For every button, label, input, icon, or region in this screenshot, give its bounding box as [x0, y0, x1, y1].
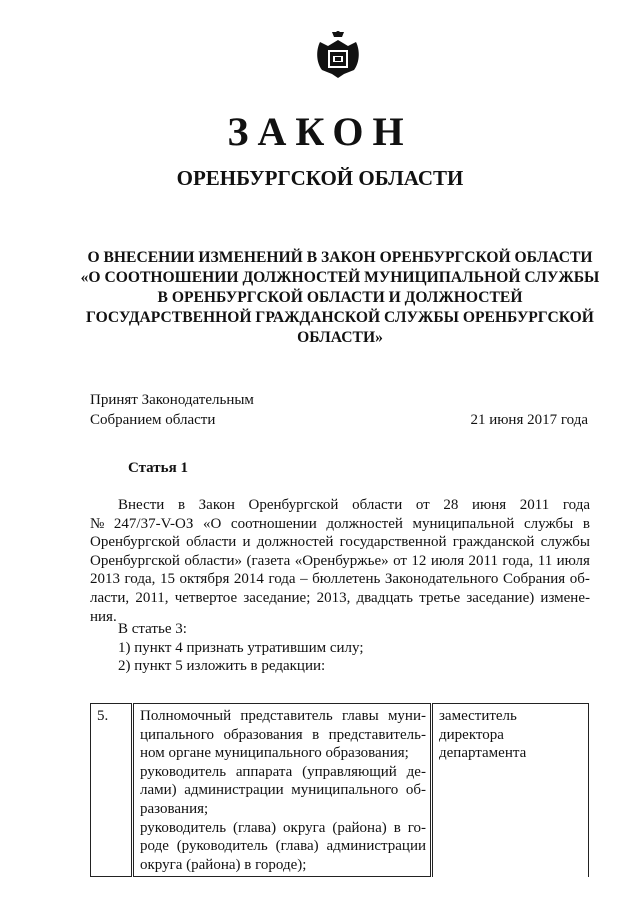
cell-line: департамента — [439, 745, 527, 762]
word: (глава) — [275, 838, 319, 855]
word: представитель- — [328, 726, 426, 743]
table-cell-positions — [133, 704, 432, 877]
word: области — [186, 534, 237, 551]
word: ния. — [90, 608, 117, 625]
word: муниципальной — [412, 515, 515, 532]
table-cell-equivalent — [432, 704, 589, 877]
word: заседание; — [243, 589, 311, 606]
adoption-line: Собранием области — [90, 412, 216, 428]
word: 2011, — [135, 589, 169, 606]
word: администрации — [184, 782, 284, 799]
word: 2011 — [519, 497, 550, 513]
law-title: ЗАКОН — [227, 109, 413, 154]
act-title — [80, 248, 600, 348]
word: округа — [283, 819, 326, 836]
word: должностей — [256, 534, 334, 551]
word: ном органе муниципального образования; — [140, 745, 409, 762]
word: должностей — [326, 515, 403, 532]
word: (района) — [332, 819, 387, 836]
word: года — [562, 497, 590, 513]
word: главы — [341, 708, 379, 724]
word: июля — [430, 552, 465, 569]
cell-line: заместитель директора — [439, 708, 517, 743]
word: ципального — [140, 726, 215, 743]
word: Собрания — [502, 571, 566, 588]
word: об- — [569, 571, 590, 588]
cell-line — [140, 763, 426, 782]
word: Внести — [118, 497, 165, 513]
word: заседание) — [466, 589, 535, 606]
word: (руководитель — [176, 838, 268, 855]
word: муниципального — [291, 782, 399, 799]
word: руководитель — [140, 763, 227, 780]
paragraph-line — [90, 533, 590, 552]
act-title-line: ОБЛАСТИ» — [297, 329, 383, 346]
word: октября — [179, 571, 230, 588]
word: июня — [471, 497, 507, 513]
word: 2013 — [90, 571, 120, 588]
word: в — [312, 726, 320, 743]
word: области» — [184, 552, 243, 569]
word: измене- — [540, 589, 590, 606]
cell-line — [140, 837, 426, 856]
article-paragraph — [90, 496, 590, 626]
word: № — [90, 515, 105, 532]
word: в — [582, 515, 590, 532]
word: в — [393, 819, 401, 836]
word: 28 — [443, 497, 459, 513]
act-title-line: В ОРЕНБУРГСКОЙ ОБЛАСТИ И ДОЛЖНОСТЕЙ — [157, 289, 523, 306]
word: июля — [556, 552, 590, 569]
word: (глава) — [233, 819, 277, 836]
table-cell-number: 5. — [91, 704, 133, 877]
cell-line — [140, 819, 426, 838]
word: от — [415, 497, 430, 513]
word: области — [352, 497, 403, 513]
word: Оренбургской — [90, 552, 180, 569]
word: 11 — [537, 552, 553, 569]
region-title: ОРЕНБУРГСКОЙ ОБЛАСТИ — [176, 166, 464, 190]
word: 2014 — [233, 571, 264, 588]
amendment-items — [118, 620, 364, 676]
cell-line — [140, 744, 426, 763]
paragraph-line — [90, 552, 590, 571]
word: (газета — [246, 552, 291, 569]
cell-line — [140, 781, 426, 800]
word: роде — [140, 838, 169, 855]
article-heading: Статья 1 — [128, 460, 188, 476]
word: в — [177, 497, 186, 513]
word: «О — [202, 515, 222, 532]
word: де- — [406, 763, 426, 780]
word: округа (района) в городе); — [140, 856, 307, 873]
word: 247/37-V-ОЗ — [113, 515, 194, 532]
word: лами) — [140, 782, 177, 799]
word: Законодательного — [384, 571, 499, 588]
cell-line — [140, 726, 426, 745]
word: соотношении — [230, 515, 317, 532]
word: года — [268, 571, 296, 588]
amendment-item: 1) пункт 4 признать утратившим силу; — [118, 639, 364, 656]
word: Оренбургской — [90, 534, 180, 551]
word: 15 — [159, 571, 175, 588]
word: Оренбургской — [248, 497, 339, 513]
paragraph-line — [90, 570, 590, 589]
word: «Оренбуржье» — [294, 552, 389, 569]
word: службы — [540, 534, 590, 551]
table-row — [91, 704, 589, 877]
word: 12 — [411, 552, 427, 569]
word: Закон — [198, 497, 235, 513]
coat-of-arms-icon — [314, 30, 362, 80]
word: об- — [405, 782, 426, 799]
word: и — [242, 534, 251, 551]
word: года, — [124, 571, 156, 588]
paragraph-line — [90, 496, 590, 515]
word: четвертое — [174, 589, 238, 606]
word: Полномочный — [140, 708, 232, 724]
act-title-line: О ВНЕСЕНИИ ИЗМЕНЕНИЙ В ЗАКОН ОРЕНБУРГСКОЙ ОБЛАСТИ — [87, 249, 593, 266]
amendment-item: 2) пункт 5 изложить в редакции: — [118, 658, 326, 675]
adoption-line: Принят Законодательным — [90, 392, 254, 408]
word: администрации — [326, 838, 426, 855]
word: образования — [223, 726, 303, 743]
word: гражданской — [452, 534, 535, 551]
word: го- — [407, 819, 426, 836]
word: муни- — [387, 708, 426, 724]
word: разования; — [140, 800, 209, 817]
word: третье — [419, 589, 461, 606]
amendment-item: В статье 3: — [118, 621, 187, 637]
word: государственной — [339, 534, 447, 551]
paragraph-line — [90, 515, 590, 534]
word: 2011 — [468, 552, 498, 569]
word: двадцать — [356, 589, 414, 606]
adoption-note — [90, 390, 254, 430]
word: службы — [523, 515, 574, 532]
word: – — [300, 571, 308, 588]
cell-line — [140, 707, 426, 726]
word: года, — [502, 552, 534, 569]
adoption-date: 21 июня 2017 года — [470, 412, 588, 428]
word: бюллетень — [312, 571, 381, 588]
word: аппарата — [235, 763, 293, 780]
word: представитель — [240, 708, 333, 724]
act-title-line: ГОСУДАРСТВЕННОЙ ГРАЖДАНСКОЙ СЛУЖБЫ ОРЕНБУРГСКОЙ — [86, 309, 594, 326]
word: 2013, — [316, 589, 351, 606]
act-title-line: «О СООТНОШЕНИИ ДОЛЖНОСТЕЙ МУНИЦИПАЛЬНОЙ СЛУЖБЫ — [80, 269, 600, 286]
cell-line — [140, 800, 426, 819]
amendment-table — [90, 703, 589, 877]
word: (управляющий — [302, 763, 397, 780]
word: от — [393, 552, 407, 569]
word: руководитель — [140, 819, 227, 836]
cell-line — [140, 856, 426, 875]
word: ласти, — [90, 589, 130, 606]
paragraph-line — [90, 589, 590, 608]
